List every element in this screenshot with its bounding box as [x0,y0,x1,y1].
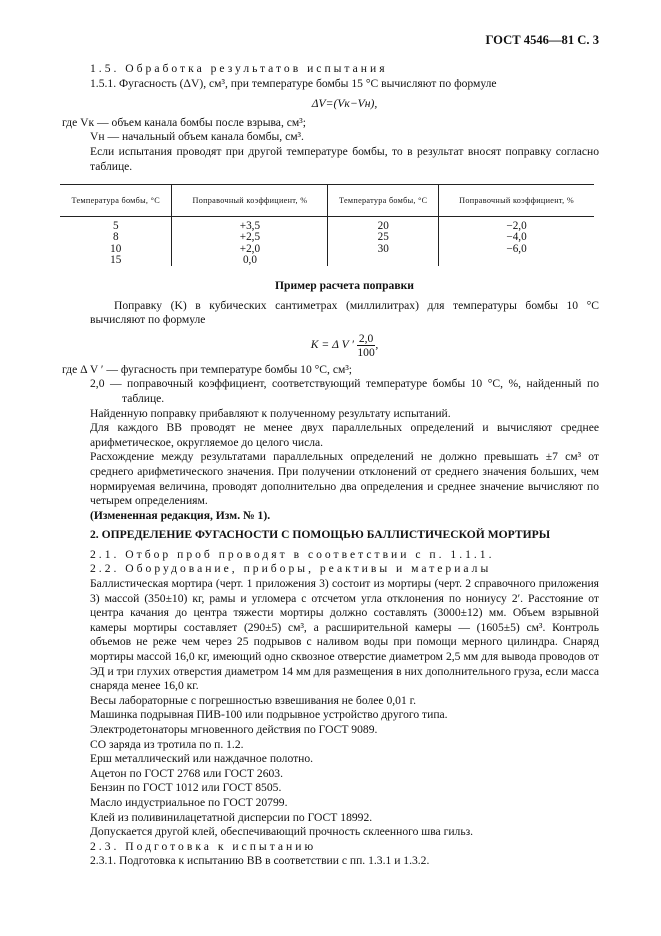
table-cell: 0,0 [172,255,328,266]
where-coefficient: 2,0 — поправочный коэффициент, соответствующий температуре бомбы 10 °С, %, найденный по таблице. [90,377,599,405]
table-cell: +3,5 [172,217,328,233]
paragraph-2-3-1: 2.3.1. Подготовка к испытанию ВВ в соответствии с пп. 1.3.1 и 1.3.2. [90,854,430,868]
list-item: Допускается другой клей, обеспечивающий прочность склеенного шва гильз. [90,825,474,839]
table-row [60,244,594,255]
table-header-cell: Поправочный коэффициент, % [172,185,328,217]
table-cell: −2,0 [439,217,594,233]
paragraph-other-temperature: Если испытания проводят при другой температуре бомбы, то в результат вносят поправку согласно таблице. [90,144,599,173]
table-header-cell: Поправочный коэффициент, % [439,185,594,217]
paragraph-2-2: 2.2. Оборудование, приборы, реактивы и материалы [90,562,492,576]
page-header: ГОСТ 4546—81 С. 3 [485,33,599,47]
table-row [60,255,594,266]
paragraph-divergence: Расхождение между результатами параллельных определений не должно превышать ±7 см³ от среднего арифметического значения. При получении отклонений от среднего значения больших, чем нормируемая величина, проводят дополнительно два определения и среднее значение вычисляют по четырем определениям. [90,450,599,508]
list-item: Бензин по ГОСТ 1012 или ГОСТ 8505. [90,781,282,795]
paragraph-1-5-1: 1.5.1. Фугасность (ΔV), см³, при температуре бомбы 15 °С вычисляют по формуле [90,76,497,90]
edit-note: (Измененная редакция, Изм. № 1). [90,508,271,522]
table-cell: 20 [328,217,439,233]
table-cell: 10 [110,242,122,255]
where-vk: где Vк — объем канала бомбы после взрыва, см³; [62,115,306,129]
fraction-denominator: 100 [357,345,375,359]
list-item: Весы лабораторные с погрешностью взвешивания не более 0,01 г. [90,693,416,707]
table-cell: +2,5 [172,232,328,243]
section-1-5-heading: 1.5. Обработка результатов испытания [90,62,388,75]
correction-table [60,184,594,266]
list-item: Ерш металлический или наждачное полотно. [90,752,314,766]
paragraph-parallel: Для каждого ВВ проводят не менее двух параллельных определений и вычисляют среднее арифметическое, округляемое до целого числа. [90,421,599,449]
table-cell: 15 [110,253,122,266]
table-cell [328,255,439,266]
formula-delta-v: ΔV=(Vк−Vн), [311,97,378,111]
table-cell: 8 [112,231,119,244]
where-delta-v: где Δ V ′ — фугасность при температуре бомбы 10 °С, см³; [62,362,353,376]
list-item: Машинка подрывная ПИВ-100 или подрывное устройство другого типа. [90,708,448,722]
paragraph-example: Поправку (K) в кубических сантиметрах (миллилитрах) для температуры бомбы 10 °С вычисляют по формуле [90,298,599,327]
table-cell: 30 [328,244,439,255]
table-header-row [60,185,594,217]
table-row [60,232,594,243]
fraction-numerator: 2,0 [358,331,374,345]
table-cell [439,255,594,266]
list-item: СО заряда из тротила по п. 1.2. [90,737,244,751]
formula-fraction [357,331,379,359]
paragraph-2-1: 2.1. Отбор проб проводят в соответствии с п. 1.1.1. [90,547,495,561]
paragraph-mortar: Баллистическая мортира (черт. 1 приложения 3) состоит из мортиры (черт. 2 справочного приложения 3) массой (350±10) кг, рамы и угломера с отсчетом угла отклонения по нониусу 2′. Расстояние от центра качания до центра тяжести мортиры должно составлять (3000±12) мм. Объем взрывной камеры мортиры составляет (290±5) см³, а расширительной камеры — (1605±5) см³. Контроль объемов не реже чем через 25 подрывов с наливом воды при помощи мерного цилиндра. Снаряд мортиры массой 16,0 кг, имеющий одно сквозное отверстие диаметром 2,5 мм для вывода проводов от ЭД и три глухих отверстия диаметром 14 мм для размещения в них дополнительного груза, если масса снаряда менее 16,0 кг. [90,577,599,693]
table-cell: −4,0 [439,232,594,243]
list-item: Масло индустриальное по ГОСТ 20799. [90,795,288,809]
paragraph-2-3: 2.3. Подготовка к испытанию [90,839,317,853]
formula-lhs: K = Δ V ′ [310,337,354,351]
table-cell: +2,0 [172,244,328,255]
where-vn: Vн — начальный объем канала бомбы, см³. [90,130,304,144]
list-item: Клей из поливинилацетатной дисперсии по ГОСТ 18992. [90,810,373,824]
table-cell: −6,0 [439,244,594,255]
document-body [62,62,599,869]
table-row [60,217,594,233]
section-2-heading: 2. ОПРЕДЕЛЕНИЕ ФУГАСНОСТИ С ПОМОЩЬЮ БАЛЛИСТИЧЕСКОЙ МОРТИРЫ [90,528,551,542]
table-header-cell: Температура бомбы, °С [60,185,172,217]
table-cell: 5 [112,220,119,233]
list-item: Ацетон по ГОСТ 2768 или ГОСТ 2603. [90,766,283,780]
formula-tail: , [375,337,379,351]
example-title: Пример расчета поправки [275,278,414,292]
table-header-cell: Температура бомбы, °С [328,185,439,217]
formula-correction [90,332,599,359]
paragraph-add-correction: Найденную поправку прибавляют к полученному результату испытаний. [90,406,451,420]
list-item: Электродетонаторы мгновенного действия по ГОСТ 9089. [90,723,378,736]
table-cell: 25 [328,232,439,243]
